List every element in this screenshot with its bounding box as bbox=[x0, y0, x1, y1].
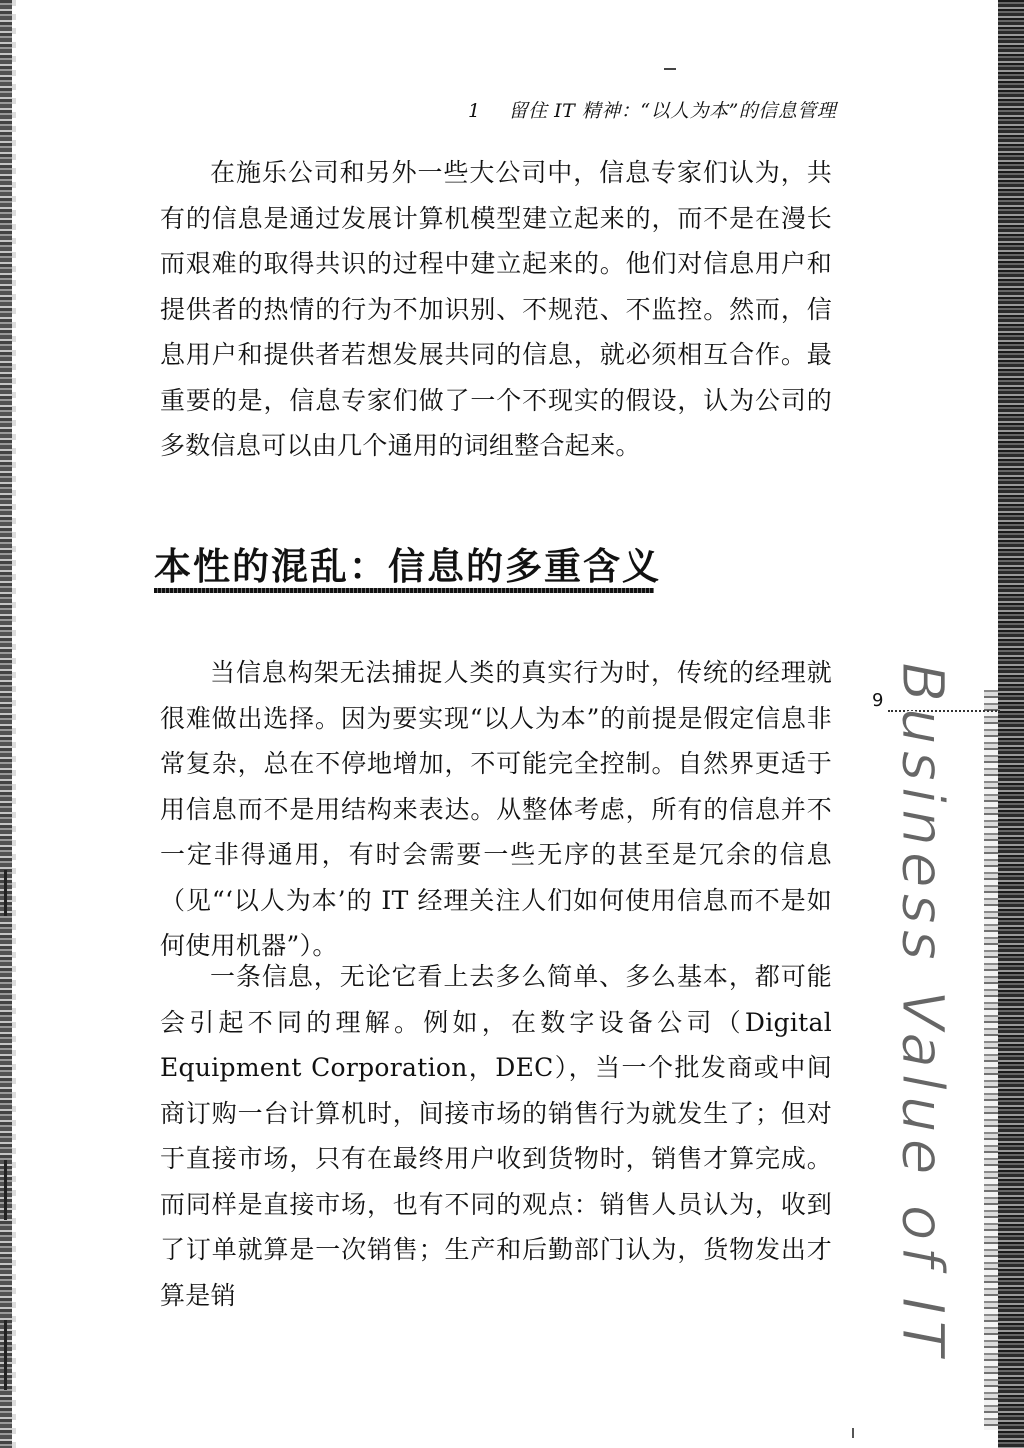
scan-artifact-line bbox=[4, 870, 7, 916]
paragraph-1: 在施乐公司和另外一些大公司中，信息专家们认为，共有的信息是通过发展计算机模型建立起来的，而不是在漫长而艰难的取得共识的过程中建立起来的。他们对信息用户和提供者的热情的行为不加识别、不规范、不监控。然而，信息用户和提供者若想发展共同的信息，就必须相互合作。最重要的是，信息专家们做了一个不现实的假设，认为公司的多数信息可以由几个通用的词组整合起来。 bbox=[160, 158, 832, 460]
scan-left-edge bbox=[0, 0, 12, 1448]
margin-watermark-text: Business Value of IT bbox=[889, 662, 957, 1362]
paragraph-2: 当信息构架无法捕捉人类的真实行为时，传统的经理就很难做出选择。因为要实现“以人为本”的前提是假定信息非常复杂，总在不停地增加，不可能完全控制。自然界更适于用信息而不是用结构来表达。从整体考虑，所有的信息并不一定非得通用，有时会需要一些无序的甚至是冗余的信息（见“‘以人为本’的 IT 经理关注人们如何使用信息而不是如何使用机器”）。 bbox=[160, 658, 832, 960]
scan-right-shadow bbox=[984, 690, 998, 1430]
paragraph-3: 一条信息，无论它看上去多么简单、多么基本，都可能会引起不同的理解。例如，在数字设备公司（Digital Equipment Corporation，DEC），当一个批发商或中间商订购一台计算机时，间接市场的销售行为就发生了；但对于直接市场，只有在最终用户收到货物时，销售才算完成。而同样是直接市场，也有不同的观点：销售人员认为，收到了订单就算是一次销售；生产和后勤部门认为，货物发出才算是销 bbox=[160, 962, 832, 1310]
scan-speck bbox=[664, 68, 676, 70]
running-header bbox=[468, 96, 888, 123]
page-number: 9 bbox=[872, 690, 884, 711]
chapter-number: 1 bbox=[468, 100, 481, 122]
scan-left-shadow bbox=[12, 0, 16, 1448]
margin-watermark bbox=[889, 662, 957, 1362]
scan-artifact-line bbox=[4, 1320, 7, 1390]
running-title: 留住 IT 精神：“以人为本”的信息管理 bbox=[508, 100, 837, 122]
scan-right-edge bbox=[998, 0, 1024, 1448]
section-title-rule bbox=[154, 588, 654, 593]
scan-speck bbox=[852, 1428, 854, 1438]
section-title: 本性的混乱：信息的多重含义 bbox=[154, 545, 661, 588]
scan-artifact-line bbox=[4, 1160, 7, 1220]
